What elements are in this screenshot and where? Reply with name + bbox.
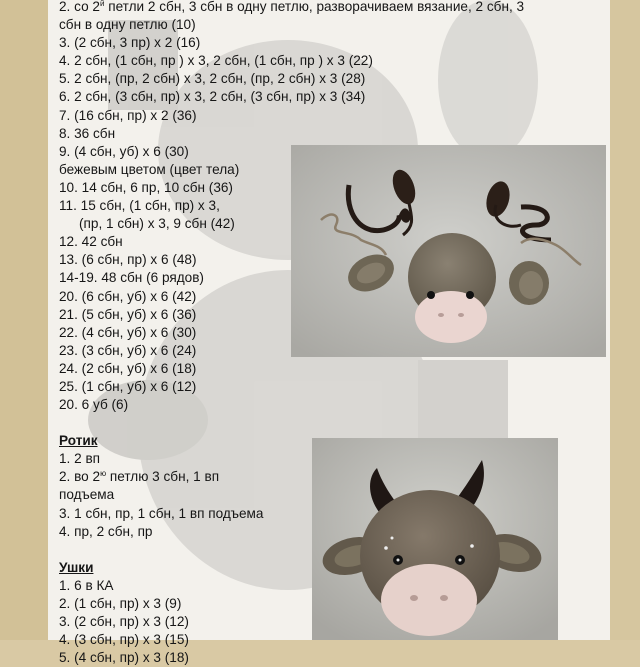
pattern-row: 24. (2 сбн, уб) х 6 (18) xyxy=(59,360,197,376)
pattern-row: 14-19. 48 сбн (6 рядов) xyxy=(59,270,204,286)
pattern-row: 9. (4 сбн, уб) х 6 (30) xyxy=(59,143,189,159)
pattern-row: 6. 2 сбн, (3 сбн, пр) х 3, 2 сбн, (3 сбн, пр) х 3 (34) xyxy=(59,89,366,105)
row-text: петли 2 сбн, 3 сбн в одну петлю, разворачиваем вязание, 2 сбн, 3 xyxy=(104,0,525,14)
pattern-row: 3. (2 сбн, пр) х 3 (12) xyxy=(59,614,189,629)
pattern-row: 3. (2 сбн, 3 пр) х 2 (16) xyxy=(59,35,201,51)
row-text: 2. со 2 xyxy=(59,0,100,14)
pattern-row: (пр, 1 сбн) х 3, 9 сбн (42) xyxy=(79,216,235,232)
row-text: 2. во 2 xyxy=(59,469,101,485)
pattern-row: бежевым цветом (цвет тела) xyxy=(59,161,240,177)
pattern-row: 20. 6 уб (6) xyxy=(59,397,129,413)
pattern-row: 1. 2 вп xyxy=(59,451,101,467)
pattern-row: 11. 15 сбн, (1 сбн, пр) х 3, xyxy=(59,198,220,214)
pattern-row: 12. 42 сбн xyxy=(59,234,123,250)
pattern-row: 20. (6 сбн, уб) х 6 (42) xyxy=(59,288,197,304)
crochet-parts-photo xyxy=(291,145,606,357)
section-gap xyxy=(59,414,599,432)
section-title: Ушки xyxy=(59,559,94,575)
pattern-row: 2. (1 сбн, пр) х 3 (9) xyxy=(59,595,182,611)
pattern-row: 8. 36 сбн xyxy=(59,125,116,141)
section-title: Ротик xyxy=(59,433,98,449)
pattern-row: 4. (3 сбн, пр) х 3 (15) xyxy=(59,632,189,648)
crochet-head-photo xyxy=(312,438,558,640)
pattern-row: 10. 14 сбн, 6 пр, 10 сбн (36) xyxy=(59,179,233,195)
left-beige-margin xyxy=(0,0,48,640)
superscript: й xyxy=(99,0,105,8)
superscript: ю xyxy=(100,469,107,479)
pattern-row: 25. (1 сбн, уб) х 6 (12) xyxy=(59,378,197,394)
row-text: петлю 3 сбн, 1 вп xyxy=(106,469,220,485)
pattern-row: 5. (4 сбн, пр) х 3 (18) xyxy=(59,650,189,666)
pattern-row: 4. 2 сбн, (1 сбн, пр ) х 3, 2 сбн, (1 сбн, пр ) х 3 (22) xyxy=(59,53,373,69)
pattern-row: подъема xyxy=(59,487,115,503)
right-beige-margin xyxy=(610,0,640,640)
pattern-row: 7. (16 сбн, пр) х 2 (36) xyxy=(59,107,197,123)
pattern-row: 23. (3 сбн, уб) х 6 (24) xyxy=(59,342,197,358)
pattern-row xyxy=(59,0,599,16)
pattern-row: 5. 2 сбн, (пр, 2 сбн) х 3, 2 сбн, (пр, 2 сбн) х 3 (28) xyxy=(59,71,366,87)
pattern-row: 1. 6 в КА xyxy=(59,577,114,593)
pattern-row: 13. (6 сбн, пр) х 6 (48) xyxy=(59,252,197,268)
pattern-row: 3. 1 сбн, пр, 1 сбн, 1 вп подъема xyxy=(59,505,264,521)
pattern-row: сбн в одну петлю (10) xyxy=(59,17,196,33)
pattern-row: 21. (5 сбн, уб) х 6 (36) xyxy=(59,306,197,322)
pattern-row: 4. пр, 2 сбн, пр xyxy=(59,523,153,539)
pattern-row: 22. (4 сбн, уб) х 6 (30) xyxy=(59,324,197,340)
